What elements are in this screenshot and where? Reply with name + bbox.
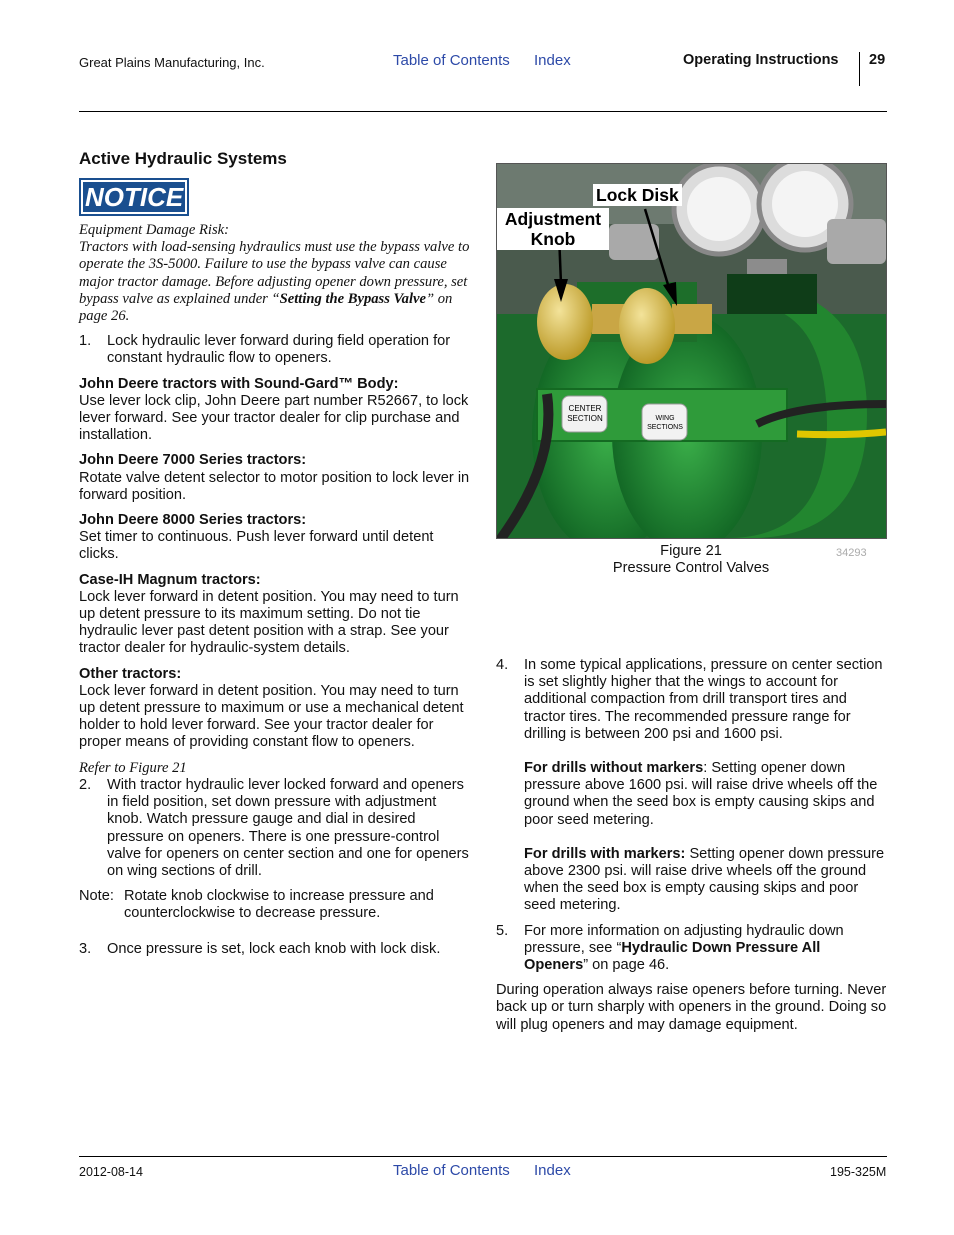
section-title: Operating Instructions bbox=[683, 52, 839, 68]
closing-paragraph: During operation always raise openers before turning. Never back up or turn sharply with openers in the ground. Doing so will plug openers and may damage equipment. bbox=[496, 982, 887, 1033]
markers-heading: For drills with markers: bbox=[524, 845, 686, 862]
jd-8000-heading: John Deere 8000 Series tractors: bbox=[79, 512, 307, 529]
markers-paragraph bbox=[524, 846, 888, 915]
header-toc-link[interactable]: Table of Contents bbox=[393, 52, 510, 69]
step-3-text: Once pressure is set, lock each knob with lock disk. bbox=[107, 940, 441, 957]
figure-title: Pressure Control Valves bbox=[612, 560, 770, 577]
header-divider bbox=[859, 52, 860, 86]
step-4-number: 4. bbox=[496, 657, 509, 673]
jd-8000-text: Set timer to continuous. Push lever forward until detent clicks. bbox=[79, 529, 434, 563]
step-5-number: 5. bbox=[496, 922, 509, 939]
adjustment-knob-left bbox=[537, 284, 593, 360]
note bbox=[79, 888, 471, 922]
footer-date: 2012-08-14 bbox=[79, 1165, 143, 1179]
no-markers-heading: For drills without markers bbox=[524, 760, 704, 777]
figure-number: Figure 21 bbox=[660, 543, 722, 559]
no-markers-paragraph bbox=[524, 760, 888, 829]
step-2-number: 2. bbox=[79, 776, 92, 793]
risk-text-a: Tractors with load-sensing hydraulics must use the bypass valve to operate the 3S-5000. Failure to use the bypass valve can cause major tractor damage. Before adjusting opener down pressure, set bypass valve as explained under “ bbox=[79, 239, 470, 307]
label-adjustment-line1: Adjustment bbox=[504, 209, 602, 229]
svg-text:CENTER: CENTER bbox=[568, 404, 602, 413]
step-2 bbox=[79, 777, 471, 880]
header-index-link[interactable]: Index bbox=[534, 52, 571, 69]
step-4 bbox=[496, 657, 888, 915]
figure-caption bbox=[496, 543, 886, 577]
risk-text-b: ” on page 26. bbox=[79, 290, 453, 325]
step-5-reference: Hydraulic Down Pressure All Openers bbox=[524, 939, 821, 974]
figure-reference: Refer to Figure 21 bbox=[79, 759, 187, 776]
note-label: Note: bbox=[79, 888, 114, 905]
case-ih-heading: Case-IH Magnum tractors: bbox=[79, 571, 261, 588]
step-4-text: In some typical applications, pressure on center section is set slightly higher that the wings to account for additional compaction from drill transport tires and tractor tires. The recommended pressure range for drilling is between 200 psi and 1600 psi. bbox=[524, 657, 883, 742]
step-2-text: With tractor hydraulic lever locked forward and openers in field position, set down pressure with adjustment knob. Watch pressure gauge and dial in desired pressure on openers. There is one pressure-control valve for openers on center section and one for openers on wing sections of drill. bbox=[107, 776, 469, 879]
footer-toc-link[interactable]: Table of Contents bbox=[393, 1162, 510, 1179]
step-3-number: 3. bbox=[79, 940, 92, 957]
footer-rule bbox=[79, 1156, 887, 1157]
figure-image-id: 34293 bbox=[836, 547, 867, 559]
risk-text bbox=[79, 239, 471, 325]
risk-reference: Setting the Bypass Valve bbox=[279, 290, 426, 307]
svg-text:SECTIONS: SECTIONS bbox=[647, 424, 683, 431]
no-markers-text: : Setting opener down pressure above 1600 psi. will raise drive wheels off the ground when the seed box is empty causing skips and poor seed metering. bbox=[524, 760, 878, 828]
right-column bbox=[496, 657, 888, 1034]
step-1 bbox=[79, 333, 471, 367]
notice-badge: NOTICE bbox=[79, 178, 189, 216]
step-5-text bbox=[524, 923, 888, 975]
jd-7000-heading: John Deere 7000 Series tractors: bbox=[79, 452, 307, 469]
step-3 bbox=[79, 941, 471, 958]
footer-index-link[interactable]: Index bbox=[534, 1162, 571, 1179]
note-text: Rotate knob clockwise to increase pressure and counterclockwise to decrease pressure. bbox=[124, 888, 434, 922]
case-ih-text: Lock lever forward in detent position. You may need to turn up detent pressure to its maximum setting. Do not tie hydraulic lever past detent position with a strap. See your tractor dealer for hydraulic-system details. bbox=[79, 588, 459, 657]
step-1-text: Lock hydraulic lever forward during field operation for constant hydraulic flow to openers. bbox=[107, 333, 451, 367]
svg-text:WING: WING bbox=[655, 415, 675, 422]
risk-title: Equipment Damage Risk: bbox=[79, 222, 229, 238]
adjustment-knob-right bbox=[619, 288, 675, 364]
step-5 bbox=[496, 923, 888, 975]
other-tractors-heading: Other tractors: bbox=[79, 665, 182, 682]
header-rule bbox=[79, 111, 887, 112]
label-adjustment-knob bbox=[497, 208, 609, 250]
step-5-text-b: ” on page 46. bbox=[583, 957, 670, 974]
page-number: 29 bbox=[869, 52, 886, 68]
footer-doc-number: 195-325M bbox=[830, 1165, 887, 1179]
figure-21-photo bbox=[496, 163, 887, 539]
step-5-text-a: For more information on adjusting hydraulic down pressure, see “ bbox=[524, 922, 844, 956]
wing-sections-decal bbox=[642, 404, 687, 440]
company-name: Great Plains Manufacturing, Inc. bbox=[79, 55, 265, 70]
left-column bbox=[79, 148, 471, 958]
label-adjustment-line2: Knob bbox=[530, 229, 576, 249]
jd-7000-text: Rotate valve detent selector to motor position to lock lever in forward position. bbox=[79, 469, 470, 503]
section-heading: Active Hydraulic Systems bbox=[79, 149, 287, 168]
jd-sound-gard-heading: John Deere tractors with Sound-Gard™ Body: bbox=[79, 375, 399, 392]
jd-sound-gard-text: Use lever lock clip, John Deere part number R52667, to lock lever forward. See your tractor dealer for clip purchase and installation. bbox=[79, 392, 469, 444]
other-tractors-text: Lock lever forward in detent position. You may need to turn up detent pressure to maximum or use a mechanical detent holder to hold lever forward. See your tractor dealer for proper means of providing constant flow to openers. bbox=[79, 682, 464, 751]
svg-text:SECTION: SECTION bbox=[567, 414, 603, 423]
step-1-number: 1. bbox=[79, 333, 92, 350]
markers-text: Setting opener down pressure above 2300 psi. will raise drive wheels off the ground when the seed box is empty causing skips and poor seed metering. bbox=[524, 845, 885, 914]
step-4-body bbox=[524, 657, 888, 915]
label-lock-disk: Lock Disk bbox=[593, 184, 682, 206]
